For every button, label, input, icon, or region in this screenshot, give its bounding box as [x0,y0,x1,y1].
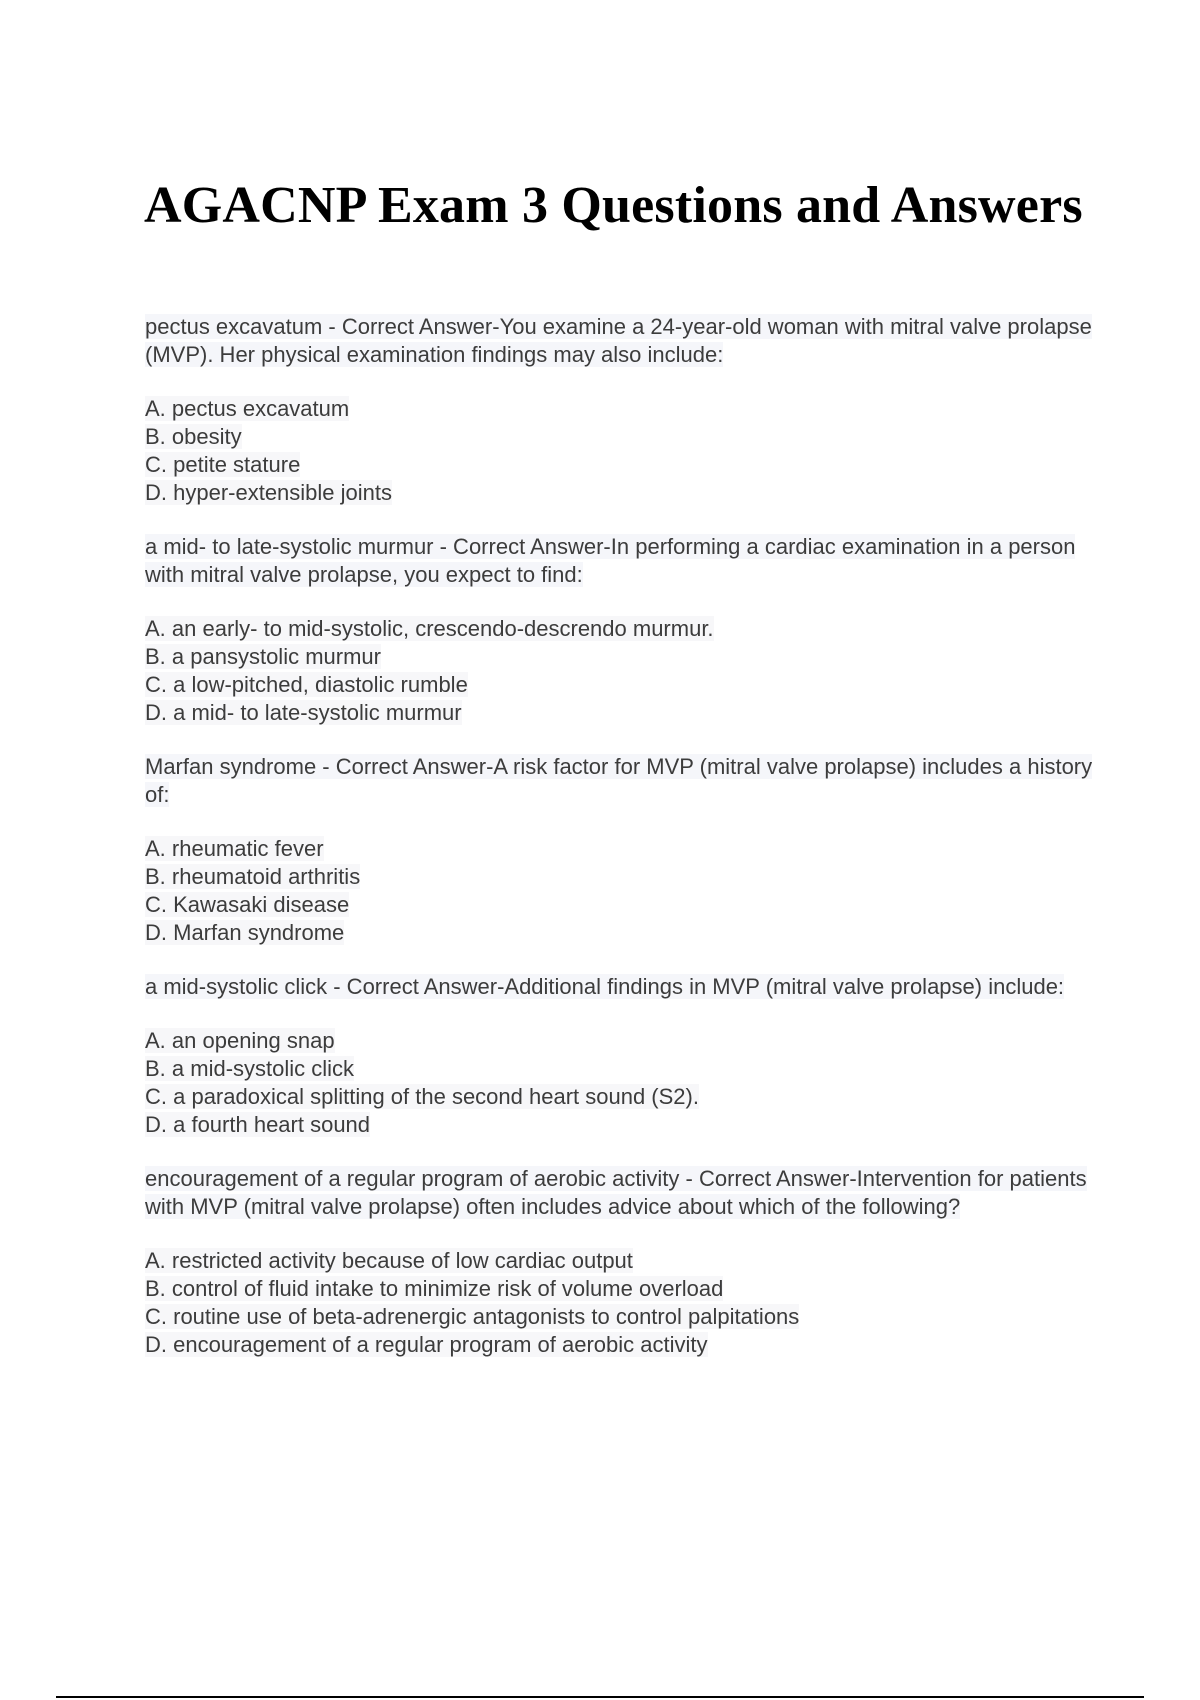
answer-option: D. Marfan syndrome [145,920,345,945]
answer-options [145,1027,1105,1139]
question-text: a mid-systolic click - Correct Answer-Additional findings in MVP (mitral valve prolapse) include: [145,974,1065,999]
qa-list [145,313,1105,1385]
answer-options [145,835,1105,947]
question-text: pectus excavatum - Correct Answer-You examine a 24-year-old woman with mitral valve prolapse (MVP). Her physical examination findings may also include: [145,314,1092,367]
answer-option: B. obesity [145,424,242,449]
question-text: a mid- to late-systolic murmur - Correct Answer-In performing a cardiac examination in a person with mitral valve prolapse, you expect to find: [145,534,1076,587]
footer-divider [56,1696,1144,1698]
answer-options [145,1247,1105,1359]
answer-option: C. petite stature [145,452,301,477]
question-text: Marfan syndrome - Correct Answer-A risk factor for MVP (mitral valve prolapse) includes a history of: [145,754,1093,807]
answer-option: A. pectus excavatum [145,396,350,421]
answer-option: B. a mid-systolic click [145,1056,355,1081]
answer-option: B. a pansystolic murmur [145,644,381,669]
answer-option: A. an early- to mid-systolic, crescendo-descrendo murmur. [145,616,714,641]
qa-item [145,753,1105,947]
answer-option: C. a low-pitched, diastolic rumble [145,672,468,697]
answer-option: D. a fourth heart sound [145,1112,371,1137]
qa-item [145,1165,1105,1359]
answer-option: D. encouragement of a regular program of aerobic activity [145,1332,708,1357]
answer-option: B. rheumatoid arthritis [145,864,361,889]
answer-option: B. control of fluid intake to minimize risk of volume overload [145,1276,724,1301]
answer-option: A. rheumatic fever [145,836,324,861]
answer-option: D. hyper-extensible joints [145,480,393,505]
answer-option: C. a paradoxical splitting of the second heart sound (S2). [145,1084,699,1109]
answer-option: C. routine use of beta-adrenergic antagonists to control palpitations [145,1304,800,1329]
qa-item [145,533,1105,727]
answer-option: A. an opening snap [145,1028,335,1053]
answer-option: C. Kawasaki disease [145,892,350,917]
answer-options [145,615,1105,727]
qa-item [145,313,1105,507]
qa-item [145,973,1105,1139]
question-text: encouragement of a regular program of aerobic activity - Correct Answer-Intervention for patients with MVP (mitral valve prolapse) often includes advice about which of the following? [145,1166,1087,1219]
answer-options [145,395,1105,507]
answer-option: A. restricted activity because of low cardiac output [145,1248,633,1273]
answer-option: D. a mid- to late-systolic murmur [145,700,462,725]
page-title: AGACNP Exam 3 Questions and Answers [144,177,1083,234]
